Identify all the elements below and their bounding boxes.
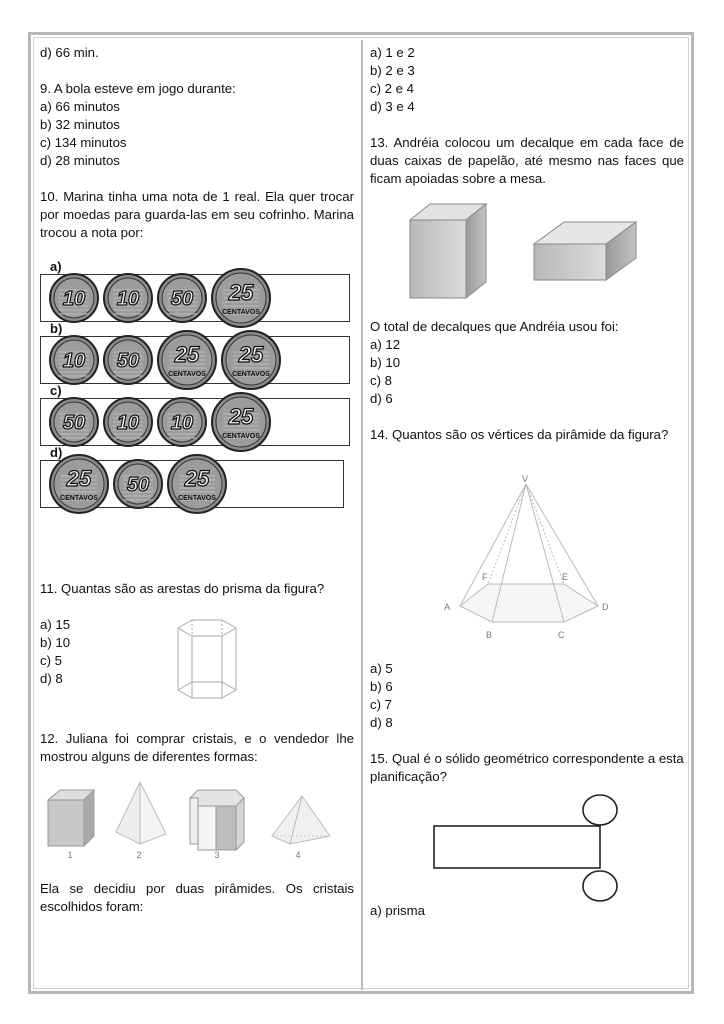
- q14-option-b: b) 6: [370, 679, 393, 694]
- q14-question: 14. Quantos são os vértices da pirâmide da figura?: [370, 427, 669, 442]
- q10-coin-box: [40, 398, 350, 446]
- q13-option-c: c) 8: [370, 373, 392, 388]
- coin-value: 25: [228, 280, 254, 305]
- crystal-2-pyramid: [116, 782, 166, 844]
- q12-option-c: c) 2 e 4: [370, 81, 414, 96]
- q13-question: 13. Andréia colocou um decalque em cada face de duas caixas de papelão, até mesmo nas faces que ficam apoiadas sobre a mesa.: [370, 135, 684, 186]
- coin-word: CENTAVOS: [232, 371, 270, 378]
- q11-option-c: c) 5: [40, 653, 62, 668]
- q14-option-c: c) 7: [370, 697, 392, 712]
- coin-value: 50: [116, 350, 140, 372]
- coin-25-centavos: [221, 330, 281, 390]
- q13-option-a: a) 12: [370, 337, 401, 352]
- coin-value: 25: [238, 342, 264, 367]
- q12-block: [40, 730, 354, 766]
- q10-coin-options: [40, 260, 354, 508]
- q9-option-c: c) 134 minutos: [40, 135, 127, 150]
- crystal-label-1: 1: [67, 850, 73, 860]
- crystal-3-hexprism: [190, 790, 244, 850]
- q10-coin-box: [40, 274, 350, 322]
- coin-value: 50: [126, 474, 150, 496]
- q9-option-d: d) 28 minutos: [40, 153, 120, 168]
- coin-value: 50: [62, 412, 86, 434]
- q10-coin-box: [40, 460, 344, 508]
- q13-followup: O total de decalques que Andréia usou foi:: [370, 319, 619, 334]
- q9-question: 9. A bola esteve em jogo durante:: [40, 81, 236, 96]
- coin-25-centavos: [211, 392, 271, 452]
- coin-value: 25: [228, 404, 254, 429]
- q14-option-a: a) 5: [370, 661, 393, 676]
- coin-50-centavos: [49, 397, 99, 447]
- coin-10-centavos: [49, 273, 99, 323]
- coin-value: 10: [170, 412, 194, 434]
- q15-question: 15. Qual é o sólido geométrico correspondente a esta planificação?: [370, 751, 684, 784]
- crystal-1-prism: [48, 790, 94, 846]
- coin-50-centavos: [157, 273, 207, 323]
- q12-followup-block: [40, 880, 354, 916]
- coin-25-centavos: [211, 268, 271, 328]
- coin-10-centavos: [157, 397, 207, 447]
- coin-value: 10: [116, 412, 140, 434]
- coin-word: CENTAVOS: [178, 495, 216, 502]
- q9-option-b: b) 32 minutos: [40, 117, 120, 132]
- flat-box: [534, 222, 636, 280]
- q15-option-a: a) prisma: [370, 903, 425, 918]
- coin-value: 25: [184, 466, 210, 491]
- q10-option-label: a): [50, 259, 62, 274]
- q14-answers: [370, 660, 684, 786]
- coin-50-centavos: [103, 335, 153, 385]
- right-column: [370, 44, 684, 188]
- q13-option-b: b) 10: [370, 355, 401, 370]
- vertex-label-c: C: [558, 630, 565, 640]
- q10-option-label: b): [50, 321, 63, 336]
- cardboard-boxes-figure: [400, 198, 650, 304]
- q13-answers: [370, 318, 684, 444]
- q12-option-a: a) 1 e 2: [370, 45, 415, 60]
- q15-answers: [370, 902, 684, 920]
- q14-option-d: d) 8: [370, 715, 393, 730]
- coin-word: CENTAVOS: [168, 371, 206, 378]
- crystals-figure: [40, 780, 354, 862]
- hexagonal-pyramid-figure: [440, 472, 620, 648]
- coin-50-centavos: [113, 459, 163, 509]
- coin-word: CENTAVOS: [60, 495, 98, 502]
- coin-25-centavos: [49, 454, 109, 514]
- q9-option-a: a) 66 minutos: [40, 99, 120, 114]
- coin-value: 25: [66, 466, 92, 491]
- vertex-label-d: D: [602, 602, 609, 612]
- q10-option-label: c): [50, 383, 62, 398]
- q10-option-label: d): [50, 445, 63, 460]
- vertex-label-a: A: [444, 602, 451, 612]
- crystal-label-4: 4: [295, 850, 301, 860]
- coin-word: CENTAVOS: [222, 309, 260, 316]
- vertex-label-b: B: [486, 630, 493, 640]
- q12-option-d: d) 3 e 4: [370, 99, 415, 114]
- q11-question: 11. Quantas são as arestas do prisma da figura?: [40, 581, 325, 596]
- tall-box: [410, 204, 486, 298]
- coin-value: 10: [62, 288, 86, 310]
- coin-value: 50: [170, 288, 194, 310]
- vertex-label-v: V: [522, 474, 529, 484]
- q10-coin-box: [40, 336, 350, 384]
- left-column: [40, 44, 354, 508]
- q13-option-d: d) 6: [370, 391, 393, 406]
- coin-10-centavos: [49, 335, 99, 385]
- q12-option-b: b) 2 e 3: [370, 63, 415, 78]
- cylinder-net-figure: [430, 794, 630, 906]
- coin-25-centavos: [157, 330, 217, 390]
- coin-value: 10: [116, 288, 140, 310]
- coin-25-centavos: [167, 454, 227, 514]
- coin-value: 10: [62, 350, 86, 372]
- coin-10-centavos: [103, 397, 153, 447]
- crystal-label-3: 3: [214, 850, 220, 860]
- vertex-label-f: F: [482, 572, 488, 582]
- q11-option-b: b) 10: [40, 635, 71, 650]
- coin-value: 25: [174, 342, 200, 367]
- q11-option-a: a) 15: [40, 617, 71, 632]
- coin-10-centavos: [103, 273, 153, 323]
- vertex-label-e: E: [562, 572, 569, 582]
- crystal-label-2: 2: [136, 850, 142, 860]
- q12-question: 12. Juliana foi comprar cristais, e o vendedor lhe mostrou alguns de diferentes formas:: [40, 731, 354, 764]
- q8-option-d: d) 66 min.: [40, 45, 99, 60]
- q12-followup: Ela se decidiu por duas pirâmides. Os cristais escolhidos foram:: [40, 881, 354, 914]
- hexagonal-prism-figure: [170, 618, 250, 704]
- crystal-4-sqpyramid: [272, 796, 330, 844]
- coin-word: CENTAVOS: [222, 433, 260, 440]
- q10-question: 10. Marina tinha uma nota de 1 real. Ela quer trocar por moedas para guarda-las em seu cofrinho. Marina trocou a nota por:: [40, 189, 354, 240]
- column-divider: [361, 40, 363, 990]
- q11-option-d: d) 8: [40, 671, 63, 686]
